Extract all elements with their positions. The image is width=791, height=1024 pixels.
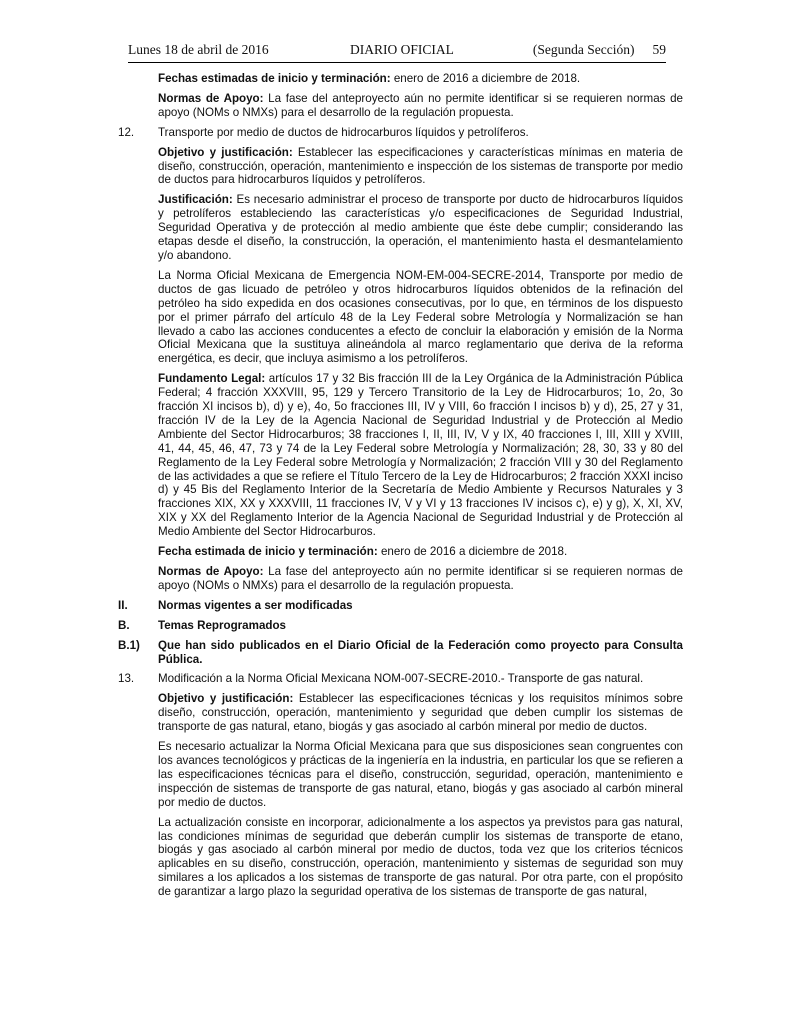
document-body [118,72,683,905]
paragraph-text: artículos 17 y 32 Bis fracción III de la Ley Orgánica de la Administración Pública Federal; 4 fracción XXXVIII, 95, 129 y Tercero Transitorio de la Ley de Hidrocarburos; 1o, 2o, 3o fracción XI incisos b), d) y e), 4o, 5o fracciones III, IV y VIII, 6o fracción I incisos b) y d), 25, 27 y 31, fracción IV de la Ley de la Agencia Nacional de Seguridad Industrial y de Protección al Medio Ambiente del Sector Hidrocarburos; 38 fracciones I, II, III, IV, V y IX, 40 fracciones I, III, XIII y XVIII, 41, 44, 45, 46, 47, 73 y 74 de la Ley Federal sobre Metrología y Normalización; 28, 30, 33 y 80 del Reglamento de la Ley Federal sobre Metrología y Normalización; 2 fracción VIII y 30 del Reglamento de las actividades a que se refiere el Título Tercero de la Ley de Hidrocarburos; 2 fracción XXXI inciso d) y 45 Bis del Reglamento Interior de la Secretaría de Medio Ambiente y Recursos Naturales y 3 fracciones XIX, XX y XXXVIII, 11 fracciones IV, V y VI y 13 fracciones IV incisos c), e) y g), X, XI, XV, XIX y XX del Reglamento Interior de la Agencia Nacional de Seguridad Industrial y de Protección al Medio Ambiente del Sector Hidrocarburos. [158,372,683,539]
paragraph-text: Establecer las especificaciones y características mínimas en materia de diseño, construcción, operación, mantenimiento e inspección de los sistemas de transporte por medio de ductos para hidrocarburos líquidos y petrolíferos. [158,145,683,187]
item-text: Normas vigentes a ser modificadas [158,598,353,612]
numbered-item [118,639,683,667]
paragraph-label: Normas de Apoyo: [158,565,264,578]
paragraph [118,372,683,539]
paragraph-label: Objetivo y justificación: [158,692,294,706]
paragraph-text: enero de 2016 a diciembre de 2018. [390,72,581,85]
page-header [128,40,666,63]
item-number: B. [118,618,130,632]
paragraph [118,816,683,899]
paragraph [118,692,683,734]
paragraph-text: Es necesario actualizar la Norma Oficial Mexicana para que sus disposiciones sean congruentes con los avances tecnológicos y prácticas de la ingeniería en la industria, en particular los que se refieren a las especificaciones técnicas para el diseño, construcción, seguridad, operación, mantenimiento e inspección de sistemas de transporte de gas natural, etano, biogás y gas asociado al carbón mineral por medio de ductos. [158,740,683,809]
item-text: Temas Reprogramados [158,618,287,632]
paragraph-text: La Norma Oficial Mexicana de Emergencia NOM-EM-004-SECRE-2014, Transporte por medio de ductos de gas licuado de petróleo y otros hidrocarburos líquidos obtenidos de la refinación del petróleo ha sido expedida en dos ocasiones consecutivas, por lo que, en términos de los dispuesto por el primer párrafo del artículo 48 de la Ley Federal sobre Metrología y Normalización se han llevado a cabo las acciones conducentes a efecto de concluir la elaboración y emisión de la Norma Oficial Mexicana que la sustituya alineándola al marco reglamentario que deriva de la reforma energética, es decir, que incluya asimismo a los petrolíferos. [158,268,683,366]
paragraph-text: La actualización consiste en incorporar, adicionalmente a los aspectos ya previstos para gas natural, las condiciones mínimas de seguridad que deberán cumplir los sistemas de transporte de etano, biogás y gas asociado al carbón mineral por medio de ductos, toda vez que los criterios técnicos aplicables en su diseño, construcción, operación, mantenimiento y sistemas de seguridad son muy similares a los aplicados a los sistemas de transporte de gas natural. Por otra parte, con el propósito de garantizar a largo plazo la seguridad operativa de los sistemas de transporte de gas natural, [158,815,683,899]
header-section-page [533,42,666,58]
header-page-number: 59 [652,42,666,57]
numbered-item [118,126,683,140]
paragraph-text: enero de 2016 a diciembre de 2018. [377,545,568,559]
item-number: B.1) [118,638,140,652]
paragraph [118,146,683,188]
paragraph-text: Establecer las especificaciones técnicas y los requisitos mínimos sobre diseño, construcción, operación, mantenimiento y seguridad que deben cumplir los sistemas de transporte de gas natural, etano, biogás y gas asociado al carbón mineral por medio de ductos. [158,692,683,734]
paragraph-label: Objetivo y justificación: [158,145,293,159]
paragraph [118,193,683,263]
header-date: Lunes 18 de abril de 2016 [128,42,269,57]
item-number: II. [118,598,128,612]
paragraph [118,565,683,593]
paragraph-label: Fechas estimadas de inicio y terminación: [158,72,391,85]
item-number: 13. [118,672,135,686]
paragraph-text: La fase del anteproyecto aún no permite identificar si se requieren normas de apoyo (NOMs o NMXs) para el desarrollo de la regulación propuesta. [158,91,683,119]
paragraph [118,740,683,810]
numbered-item [118,672,683,686]
paragraph-label: Justificación: [158,193,233,207]
paragraph-text: La fase del anteproyecto aún no permite identificar si se requieren normas de apoyo (NOMs o NMXs) para el desarrollo de la regulación propuesta. [158,565,683,592]
paragraph [118,72,683,86]
paragraph-label: Fecha estimada de inicio y terminación: [158,545,378,559]
paragraph-label: Fundamento Legal: [158,372,266,386]
paragraph [118,269,683,366]
paragraph [118,92,683,120]
paragraph-text: Es necesario administrar el proceso de transporte por ducto de hidrocarburos líquidos y petrolíferos estableciendo las características y/o especificaciones de Seguridad Industrial, Seguridad Operativa y de protección al medio ambiente que éste debe cumplir; considerando las etapas desde el diseño, la construcción, la operación, el mantenimiento hasta el desmantelamiento y/o abandono. [158,193,683,262]
numbered-item [118,619,683,633]
item-number: 12. [118,125,135,139]
item-text: Transporte por medio de ductos de hidrocarburos líquidos y petrolíferos. [158,125,529,139]
item-text: Que han sido publicados en el Diario Oficial de la Federación como proyecto para Consulta Pública. [158,638,683,666]
header-publication: DIARIO OFICIAL [350,42,454,57]
paragraph [118,545,683,559]
item-text: Modificación a la Norma Oficial Mexicana NOM-007-SECRE-2010.- Transporte de gas natural. [158,672,644,686]
paragraph-label: Normas de Apoyo: [158,91,264,105]
header-section: (Segunda Sección) [532,42,635,57]
numbered-item [118,599,683,613]
